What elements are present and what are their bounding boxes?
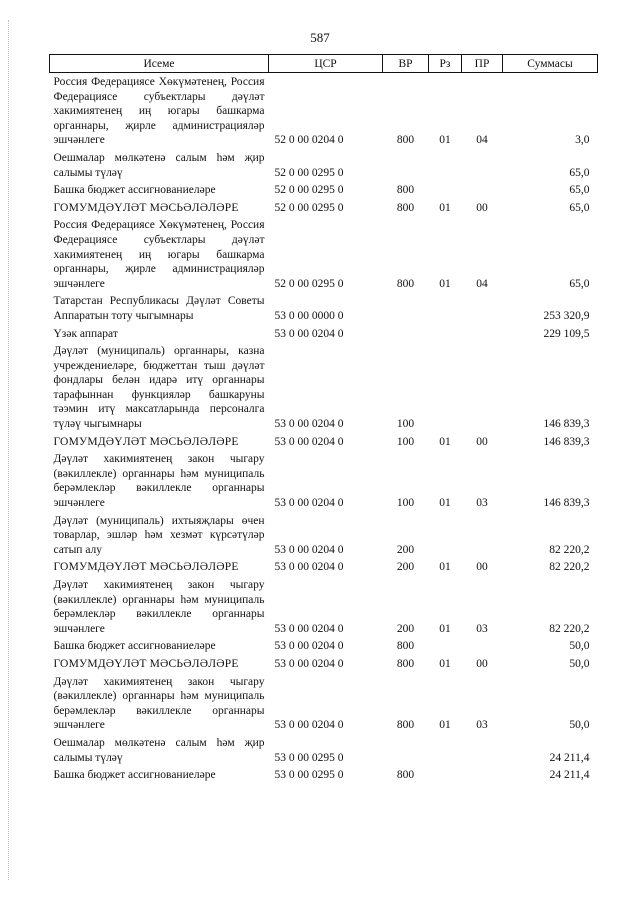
- row-name-cell: Дәүләт хакимиятенең закон чыгару (вәкиллекле) органнары һәм муниципаль берәмлекләр вәкиллекле органнары эшчәнлеге: [53, 675, 265, 732]
- row-csr-cell: 52 0 00 0204 0: [274, 134, 344, 147]
- row-name-cell: Оешмалар мөлкәтенә салым һәм җир салымы түләү: [53, 736, 265, 764]
- row-pr-cell: 04: [476, 277, 488, 290]
- row-rz-cell: 01: [439, 561, 451, 574]
- row-rz-cell: 01: [439, 657, 451, 670]
- row-vr-cell: 100: [396, 435, 415, 448]
- row-rz-cell: [429, 325, 462, 343]
- row-vr-cell: 200: [396, 622, 415, 635]
- row-pr-cell: [462, 292, 503, 324]
- row-name-cell: Дәүләт хакимиятенең закон чыгару (вәкиллекле) органнары һәм муниципаль берәмлекләр вәкиллекле органнары эшчәнлеге: [53, 579, 265, 635]
- row-csr-cell: 53 0 00 0204 0: [274, 719, 344, 732]
- table-row: [50, 216, 598, 292]
- row-sum-cell: 50,0: [569, 719, 590, 732]
- table-row: [50, 149, 598, 181]
- header-csr: ЦСР: [269, 55, 383, 73]
- row-name-cell: ГОМУМДӘҮЛӘТ МӘСЬӘЛӘЛӘРЕ: [53, 561, 239, 574]
- row-sum-cell: 65,0: [569, 184, 590, 197]
- row-rz-cell: [429, 149, 462, 181]
- row-name-cell: Башка бюджет ассигнованиеләре: [53, 184, 216, 197]
- row-name-cell: Россия Федерациясе Хөкүмәтенең, Россия Федерациясе субъектлары дәүләт хакимиятенең иң югары башкарма органнары, җирле администрацияләр эшчәнлеге: [53, 219, 265, 290]
- row-csr-cell: 53 0 00 0204 0: [274, 497, 344, 510]
- row-sum-cell: 146 839,3: [543, 418, 590, 431]
- row-csr-cell: 53 0 00 0204 0: [274, 640, 344, 653]
- row-pr-cell: 00: [476, 657, 488, 670]
- row-vr-cell: 800: [396, 719, 415, 732]
- row-pr-cell: [462, 734, 503, 766]
- row-sum-cell: 50,0: [569, 657, 590, 670]
- row-pr-cell: [462, 512, 503, 559]
- row-sum-cell: 82 220,2: [549, 561, 590, 574]
- row-vr-cell: 800: [396, 184, 415, 197]
- row-vr-cell: 800: [396, 769, 415, 782]
- row-sum-cell: 82 220,2: [549, 622, 590, 635]
- row-csr-cell: 53 0 00 0000 0: [274, 309, 344, 322]
- row-sum-cell: 65,0: [569, 166, 590, 179]
- row-vr-cell: 800: [396, 640, 415, 653]
- row-name-cell: Башка бюджет ассигнованиеләре: [53, 769, 216, 782]
- table-row: [50, 558, 598, 576]
- row-rz-cell: 01: [439, 134, 451, 147]
- row-sum-cell: 229 109,5: [543, 327, 590, 340]
- row-name-cell: Оешмалар мөлкәтенә салым һәм җир салымы түләү: [53, 151, 265, 179]
- row-rz-cell: 01: [439, 201, 451, 214]
- row-vr-cell: 200: [396, 561, 415, 574]
- row-csr-cell: 53 0 00 0204 0: [274, 327, 344, 340]
- row-csr-cell: 52 0 00 0295 0: [274, 184, 344, 197]
- page-edge-dots: [8, 20, 10, 880]
- row-name-cell: Россия Федерациясе Хөкүмәтенең, Россия Федерациясе субъектлары дәүләт хакимиятенең иң югары башкарма органнары, җирле администрацияләр эшчәнлеге: [53, 76, 265, 147]
- row-csr-cell: 53 0 00 0204 0: [274, 622, 344, 635]
- row-csr-cell: 52 0 00 0295 0: [274, 166, 344, 179]
- row-csr-cell: 53 0 00 0204 0: [274, 657, 344, 670]
- table-row: [50, 342, 598, 433]
- row-rz-cell: 01: [439, 435, 451, 448]
- row-csr-cell: 53 0 00 0204 0: [274, 435, 344, 448]
- table-row: [50, 512, 598, 559]
- row-vr-cell: [383, 149, 429, 181]
- row-name-cell: Татарстан Республикасы Дәүләт Советы Аппаратын тоту чыгымнары: [53, 295, 265, 322]
- row-sum-cell: 146 839,3: [543, 435, 590, 448]
- row-sum-cell: 253 320,9: [543, 309, 590, 322]
- row-name-cell: Дәүләт (муниципаль) органнары, казна учреждениеләре, бюджеттан тыш дәүләт фондлары белән идарә итү органнары тарафыннан функцияләр башкаруны тәэмин итү максатларында персоналга түләү чыгымнары: [53, 345, 265, 431]
- header-vr: ВР: [383, 55, 429, 73]
- row-csr-cell: 53 0 00 0295 0: [274, 769, 344, 782]
- row-csr-cell: 53 0 00 0204 0: [274, 561, 344, 574]
- page-number: 587: [310, 30, 330, 45]
- row-pr-cell: 03: [476, 497, 488, 510]
- row-pr-cell: [462, 325, 503, 343]
- row-rz-cell: [429, 342, 462, 433]
- row-vr-cell: [383, 325, 429, 343]
- row-sum-cell: 24 211,4: [549, 751, 590, 764]
- row-sum-cell: 82 220,2: [549, 543, 590, 556]
- row-vr-cell: 800: [396, 657, 415, 670]
- row-csr-cell: 53 0 00 0204 0: [274, 543, 344, 556]
- table-row: [50, 734, 598, 766]
- row-vr-cell: 800: [396, 134, 415, 147]
- row-rz-cell: [429, 734, 462, 766]
- row-pr-cell: 03: [476, 622, 488, 635]
- row-rz-cell: [429, 637, 462, 655]
- row-pr-cell: 00: [476, 561, 488, 574]
- row-name-cell: ГОМУМДӘҮЛӘТ МӘСЬӘЛӘЛӘРЕ: [53, 201, 239, 214]
- row-pr-cell: 00: [476, 435, 488, 448]
- row-name-cell: Үзәк аппарат: [53, 327, 118, 340]
- row-rz-cell: 01: [439, 277, 451, 290]
- table-row: [50, 433, 598, 451]
- row-vr-cell: 800: [396, 201, 415, 214]
- row-sum-cell: 3,0: [575, 134, 590, 147]
- row-pr-cell: [462, 181, 503, 199]
- table-row: [50, 766, 598, 784]
- row-sum-cell: 24 211,4: [549, 769, 590, 782]
- row-rz-cell: 01: [439, 497, 451, 510]
- row-rz-cell: 01: [439, 719, 451, 732]
- row-vr-cell: 800: [396, 277, 415, 290]
- row-vr-cell: [383, 734, 429, 766]
- header-name: Исеме: [50, 55, 269, 73]
- table-row: [50, 199, 598, 217]
- row-rz-cell: [429, 512, 462, 559]
- header-pr: ПР: [462, 55, 503, 73]
- table-row: [50, 450, 598, 511]
- row-csr-cell: 52 0 00 0295 0: [274, 277, 344, 290]
- table-row: [50, 673, 598, 734]
- row-rz-cell: [429, 766, 462, 784]
- row-name-cell: Дәүләт (муниципаль) ихтыяҗлары өчен товарлар, эшләр һәм хезмәт күрсәтүләр сатып алу: [53, 514, 265, 556]
- table-row: [50, 292, 598, 324]
- row-pr-cell: [462, 637, 503, 655]
- row-name-cell: ГОМУМДӘҮЛӘТ МӘСЬӘЛӘЛӘРЕ: [53, 657, 239, 670]
- row-sum-cell: 50,0: [569, 640, 590, 653]
- row-pr-cell: [462, 342, 503, 433]
- row-csr-cell: 52 0 00 0295 0: [274, 201, 344, 214]
- row-name-cell: Дәүләт хакимиятенең закон чыгару (вәкиллекле) органнары һәм муниципаль берәмлекләр вәкиллекле органнары эшчәнлеге: [53, 453, 265, 510]
- table-row: [50, 637, 598, 655]
- row-rz-cell: 01: [439, 622, 451, 635]
- row-csr-cell: 53 0 00 0295 0: [274, 751, 344, 764]
- row-name-cell: Башка бюджет ассигнованиеләре: [53, 640, 216, 653]
- row-csr-cell: 53 0 00 0204 0: [274, 418, 344, 431]
- table-row: [50, 73, 598, 149]
- row-pr-cell: 04: [476, 134, 488, 147]
- header-rz: Рз: [429, 55, 462, 73]
- budget-table: [49, 54, 598, 784]
- row-vr-cell: [383, 292, 429, 324]
- row-pr-cell: [462, 149, 503, 181]
- table-row: [50, 576, 598, 637]
- table-row: [50, 325, 598, 343]
- row-sum-cell: 65,0: [569, 201, 590, 214]
- row-sum-cell: 146 839,3: [543, 497, 590, 510]
- table-header-row: [50, 55, 598, 73]
- row-pr-cell: 03: [476, 719, 488, 732]
- row-sum-cell: 65,0: [569, 277, 590, 290]
- row-name-cell: ГОМУМДӘҮЛӘТ МӘСЬӘЛӘЛӘРЕ: [53, 435, 239, 448]
- table-row: [50, 655, 598, 673]
- row-pr-cell: 00: [476, 201, 488, 214]
- row-vr-cell: 100: [396, 497, 415, 510]
- table-row: [50, 181, 598, 199]
- row-vr-cell: 100: [396, 418, 415, 431]
- row-pr-cell: [462, 766, 503, 784]
- row-rz-cell: [429, 181, 462, 199]
- table-body: [50, 73, 598, 784]
- row-vr-cell: 200: [396, 543, 415, 556]
- row-rz-cell: [429, 292, 462, 324]
- header-sum: Суммасы: [503, 55, 598, 73]
